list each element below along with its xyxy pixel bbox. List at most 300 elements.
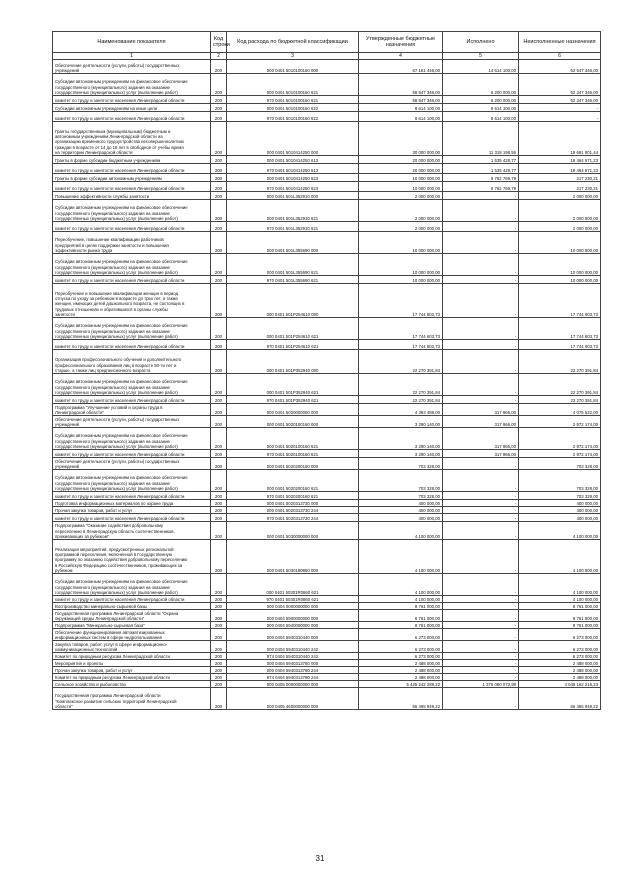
row-line-code-cell: 200 — [211, 688, 227, 710]
column-number: 1 — [53, 53, 211, 60]
table-row — [53, 470, 601, 492]
row-classification-cell: 970 0401 5010100160 621 — [227, 96, 359, 104]
row-line-code-cell: 200 — [211, 674, 227, 681]
row-classification-cell: 000 0401 5010414250 000 — [227, 122, 359, 156]
row-executed-cell: - — [443, 596, 519, 603]
table-row — [53, 74, 601, 96]
row-executed-cell: - — [443, 629, 519, 641]
row-executed-cell: 6 200 000,00 — [443, 74, 519, 96]
row-classification-cell: 970 0401 5020313730 244 — [227, 514, 359, 522]
row-classification-cell: 000 0401 5020100160 621 — [227, 428, 359, 450]
header-unexecuted: Неисполненные назначения — [519, 32, 601, 53]
table-row — [53, 276, 601, 284]
row-executed-cell: - — [443, 574, 519, 596]
row-name-cell: Обеспечение деятельности (услуги, работы) государственных учреждений — [53, 416, 211, 428]
row-line-code-cell: 200 — [211, 122, 227, 156]
row-line-code-cell: 200 — [211, 284, 227, 318]
row-classification-cell: 000 0401 5020313730 000 — [227, 500, 359, 507]
row-unexecuted-cell: 703 328,00 — [519, 470, 601, 492]
row-classification-cell: 974 0404 5940313760 244 — [227, 674, 359, 681]
row-line-code-cell: 200 — [211, 404, 227, 416]
row-line-code-cell: 200 — [211, 96, 227, 104]
row-name-cell: комитет по труду и занятости населения Ленинградской области — [53, 112, 211, 122]
row-line-code-cell: 200 — [211, 641, 227, 653]
row-executed-cell: - — [443, 276, 519, 284]
column-number: 4 — [359, 53, 443, 60]
row-unexecuted-cell: 18 464 571,23 — [519, 164, 601, 174]
row-executed-cell: - — [443, 653, 519, 660]
row-line-code-cell: 200 — [211, 428, 227, 450]
row-classification-cell: 000 0404 5940000000 000 — [227, 622, 359, 629]
row-name-cell: Прочая закупка товаров, работ и услуг — [53, 667, 211, 674]
row-name-cell: комитет по труду и занятости населения Ленинградской области — [53, 164, 211, 174]
row-name-cell: Субсидии автономным учреждениям на финансовое обеспечение государственного (муниципального) задания на оказание государственных (муниципальных) услуг (выполнение работ) — [53, 470, 211, 492]
row-name-cell: Подготовка информационных материалов по охране труда — [53, 500, 211, 507]
table-row — [53, 450, 601, 458]
row-approved-cell: 5 425 242 289,22 — [359, 681, 443, 688]
row-name-cell: Воспроизводство минерально-сырьевой базы — [53, 603, 211, 610]
row-classification-cell: 970 0401 501L355690 621 — [227, 276, 359, 284]
row-approved-cell: 8 614 100,00 — [359, 112, 443, 122]
row-name-cell: комитет по труду и занятости населения Ленинградской области — [53, 182, 211, 192]
row-name-cell: Переобучение, повышение квалификации работников предприятий в целях поддержки занятости и повышения эффективности рынка труда — [53, 232, 211, 254]
row-unexecuted-cell: 10 000 000,00 — [519, 254, 601, 276]
row-unexecuted-cell: 52 547 346,00 — [519, 60, 601, 74]
row-line-code-cell: 200 — [211, 396, 227, 404]
table-row — [53, 574, 601, 596]
row-classification-cell: 000 0401 5010414250 613 — [227, 156, 359, 164]
row-name-cell: комитет по труду и занятости населения Ленинградской области — [53, 276, 211, 284]
row-executed-cell: - — [443, 222, 519, 232]
row-classification-cell: 000 0404 0000000000 000 — [227, 603, 359, 610]
row-unexecuted-cell: - — [519, 112, 601, 122]
row-classification-cell: 974 0404 5940310440 242 — [227, 653, 359, 660]
row-approved-cell: 10 000 000,00 — [359, 174, 443, 182]
row-unexecuted-cell: 703 328,00 — [519, 492, 601, 500]
row-unexecuted-cell: 8 761 000,00 — [519, 610, 601, 622]
row-line-code-cell: 200 — [211, 540, 227, 574]
row-executed-cell: 1 376 080 073,99 — [443, 681, 519, 688]
row-unexecuted-cell: 2 000 000,00 — [519, 192, 601, 200]
row-approved-cell: 58 547 346,00 — [359, 74, 443, 96]
row-line-code-cell: 200 — [211, 681, 227, 688]
row-classification-cell: 000 0401 50301R0860 621 — [227, 574, 359, 596]
row-executed-cell: 9 782 769,79 — [443, 174, 519, 182]
row-classification-cell: 000 0405 4600000000 000 — [227, 688, 359, 710]
row-unexecuted-cell: 217 230,21 — [519, 182, 601, 192]
row-executed-cell: 317 966,00 — [443, 416, 519, 428]
row-executed-cell: - — [443, 192, 519, 200]
row-approved-cell: 10 000 000,00 — [359, 254, 443, 276]
row-approved-cell: 10 000 000,00 — [359, 182, 443, 192]
column-number: 2 — [211, 53, 227, 60]
table-row — [53, 653, 601, 660]
row-classification-cell: 970 0401 50301R0860 621 — [227, 596, 359, 603]
row-line-code-cell: 200 — [211, 276, 227, 284]
row-unexecuted-cell: 2 488 000,00 — [519, 674, 601, 681]
table-row — [53, 232, 601, 254]
table-row — [53, 350, 601, 374]
table-row — [53, 629, 601, 641]
row-line-code-cell: 200 — [211, 507, 227, 514]
row-executed-cell: - — [443, 374, 519, 396]
row-line-code-cell: 200 — [211, 60, 227, 74]
row-line-code-cell: 200 — [211, 450, 227, 458]
table-row — [53, 596, 601, 603]
row-unexecuted-cell: 2 488 000,00 — [519, 667, 601, 674]
table-row — [53, 164, 601, 174]
table-row — [53, 507, 601, 514]
row-name-cell: комитет по труду и занятости населения Ленинградской области — [53, 514, 211, 522]
header-executed: Исполнено — [443, 32, 519, 53]
table-row — [53, 396, 601, 404]
row-executed-cell: 317 966,00 — [443, 404, 519, 416]
row-approved-cell: 17 744 603,73 — [359, 284, 443, 318]
row-line-code-cell: 200 — [211, 104, 227, 112]
row-classification-cell: 000 0401 5020000000 000 — [227, 404, 359, 416]
row-executed-cell: - — [443, 340, 519, 350]
table-row — [53, 500, 601, 507]
table-row — [53, 416, 601, 428]
row-name-cell: Подпрограмма "Улучшение условий и охраны труда в Ленинградской области" — [53, 404, 211, 416]
row-approved-cell: 4 100 000,00 — [359, 596, 443, 603]
row-name-cell: Обеспечение деятельности (услуги, работы) государственных учреждений — [53, 458, 211, 470]
row-executed-cell: - — [443, 232, 519, 254]
row-classification-cell: 970 0401 501P254610 621 — [227, 340, 359, 350]
row-classification-cell: 970 0401 501P352940 621 — [227, 396, 359, 404]
row-executed-cell: 8 614 100,00 — [443, 112, 519, 122]
row-executed-cell: 317 966,00 — [443, 428, 519, 450]
row-unexecuted-cell: 22 270 391,84 — [519, 374, 601, 396]
row-executed-cell: 14 614 100,00 — [443, 60, 519, 74]
row-name-cell: Повышение эффективности службы занятости — [53, 192, 211, 200]
row-executed-cell: 1 535 428,77 — [443, 164, 519, 174]
row-approved-cell: 8 761 000,00 — [359, 610, 443, 622]
row-name-cell: комитет по труду и занятости населения Ленинградской области — [53, 396, 211, 404]
row-line-code-cell: 200 — [211, 350, 227, 374]
row-executed-cell: - — [443, 660, 519, 667]
table-row — [53, 96, 601, 104]
table-row — [53, 222, 601, 232]
row-name-cell: Субсидии автономным учреждениям на финансовое обеспечение государственного (муниципального) задания на оказание государственных (муниципальных) услуг (выполнение работ) — [53, 574, 211, 596]
row-approved-cell: 4 393 488,00 — [359, 404, 443, 416]
row-unexecuted-cell: 22 270 391,84 — [519, 396, 601, 404]
row-approved-cell: 22 270 391,84 — [359, 350, 443, 374]
table-row — [53, 610, 601, 622]
row-executed-cell: - — [443, 458, 519, 470]
row-name-cell: Обеспечение деятельности (услуги, работы) государственных учреждений — [53, 60, 211, 74]
table-row — [53, 492, 601, 500]
row-executed-cell: - — [443, 470, 519, 492]
row-executed-cell: - — [443, 500, 519, 507]
row-unexecuted-cell: 10 000 000,00 — [519, 232, 601, 254]
row-approved-cell: 3 290 140,00 — [359, 428, 443, 450]
table-row — [53, 404, 601, 416]
row-unexecuted-cell: 10 000 000,00 — [519, 276, 601, 284]
row-unexecuted-cell: 17 744 603,73 — [519, 284, 601, 318]
row-executed-cell: - — [443, 514, 519, 522]
row-executed-cell: - — [443, 396, 519, 404]
row-classification-cell: 000 0401 5030000000 000 — [227, 522, 359, 540]
table-row — [53, 688, 601, 710]
table-row — [53, 104, 601, 112]
row-classification-cell: 000 0401 5020200160 000 — [227, 458, 359, 470]
row-line-code-cell: 200 — [211, 112, 227, 122]
row-approved-cell: 66 465 949,22 — [359, 688, 443, 710]
table-row — [53, 622, 601, 629]
row-unexecuted-cell: 8 761 000,00 — [519, 622, 601, 629]
row-classification-cell: 000 0401 5010414250 623 — [227, 174, 359, 182]
row-unexecuted-cell: 66 465 949,22 — [519, 688, 601, 710]
table-row — [53, 284, 601, 318]
row-approved-cell: 703 328,00 — [359, 458, 443, 470]
row-line-code-cell: 200 — [211, 522, 227, 540]
row-name-cell: комитет по труду и занятости населения Ленинградской области — [53, 96, 211, 104]
column-number: 3 — [227, 53, 359, 60]
table-row — [53, 122, 601, 156]
row-unexecuted-cell: 2 000 000,00 — [519, 200, 601, 222]
header-indicator-name: Наименование показателя — [53, 32, 211, 53]
row-classification-cell: 000 0404 5900000000 000 — [227, 610, 359, 622]
row-name-cell: Субсидии автономным учреждениям на финансовое обеспечение государственного (муниципального) задания на оказание государственных (муниципальных) услуг (выполнение работ) — [53, 254, 211, 276]
row-approved-cell: 703 328,00 — [359, 470, 443, 492]
row-classification-cell: 970 0401 5020200160 621 — [227, 492, 359, 500]
row-line-code-cell: 200 — [211, 74, 227, 96]
row-name-cell: Гранты в форме субсидии автономным учреждениям — [53, 174, 211, 182]
row-approved-cell: 3 290 140,00 — [359, 416, 443, 428]
row-line-code-cell: 200 — [211, 254, 227, 276]
row-unexecuted-cell: 2 000 000,00 — [519, 222, 601, 232]
row-name-cell: комитет по труду и занятости населения Ленинградской области — [53, 222, 211, 232]
row-line-code-cell: 200 — [211, 603, 227, 610]
row-classification-cell: 000 0401 501P352940 000 — [227, 350, 359, 374]
row-unexecuted-cell: 2 972 174,00 — [519, 416, 601, 428]
row-unexecuted-cell: 4 100 000,00 — [519, 522, 601, 540]
row-unexecuted-cell: 2 972 174,00 — [519, 450, 601, 458]
row-unexecuted-cell: 17 744 603,73 — [519, 340, 601, 350]
row-approved-cell: 6 273 000,00 — [359, 653, 443, 660]
row-approved-cell: 8 761 000,00 — [359, 622, 443, 629]
row-line-code-cell: 200 — [211, 660, 227, 667]
row-name-cell: комитет по труду и занятости населения Ленинградской области — [53, 340, 211, 350]
table-row — [53, 660, 601, 667]
row-line-code-cell: 200 — [211, 182, 227, 192]
row-approved-cell: 10 000 000,00 — [359, 276, 443, 284]
table-row — [53, 522, 601, 540]
row-executed-cell: 9 782 769,79 — [443, 182, 519, 192]
row-name-cell: Гранты государственным (муниципальным) бюджетным и автономным учреждениям Ленинградской области на организацию временного трудоустройства несовершеннолетних граждан в возрасте от 14 до 18 лет в свободное от учебы время на территории Ленинградской области — [53, 122, 211, 156]
row-approved-cell: 58 547 346,00 — [359, 96, 443, 104]
row-executed-cell: - — [443, 603, 519, 610]
row-executed-cell: - — [443, 540, 519, 574]
row-executed-cell: 1 535 428,77 — [443, 156, 519, 164]
row-classification-cell: 000 0401 5010100160 621 — [227, 74, 359, 96]
table-row — [53, 641, 601, 653]
row-classification-cell: 000 0401 5020100160 000 — [227, 416, 359, 428]
row-classification-cell: 000 0404 5940310440 242 — [227, 641, 359, 653]
row-line-code-cell: 200 — [211, 222, 227, 232]
row-line-code-cell: 200 — [211, 458, 227, 470]
row-unexecuted-cell: 2 972 174,00 — [519, 428, 601, 450]
row-classification-cell: 970 0401 5010100160 622 — [227, 112, 359, 122]
row-name-cell: Реализация мероприятий, предусмотренных региональной программой переселения, включенной в Государственную программу по оказанию содействия добровольному переселению в Российскую Федерацию соотечественников, проживающих за рубежом — [53, 540, 211, 574]
row-classification-cell: 000 0401 501L352910 000 — [227, 192, 359, 200]
row-executed-cell: 8 614 100,00 — [443, 104, 519, 112]
header-approved: Утвержденные бюджетные назначения — [359, 32, 443, 53]
row-name-cell: комитет по труду и занятости населения Ленинградской области — [53, 450, 211, 458]
row-line-code-cell: 200 — [211, 318, 227, 340]
table-row — [53, 681, 601, 688]
row-executed-cell: - — [443, 674, 519, 681]
row-classification-cell: 000 0401 501P254610 621 — [227, 318, 359, 340]
row-unexecuted-cell: 400 000,00 — [519, 500, 601, 507]
row-approved-cell: 20 000 000,00 — [359, 164, 443, 174]
row-executed-cell: - — [443, 200, 519, 222]
row-unexecuted-cell: 6 273 000,00 — [519, 641, 601, 653]
row-unexecuted-cell: 52 347 346,00 — [519, 96, 601, 104]
table-row — [53, 603, 601, 610]
row-line-code-cell: 200 — [211, 514, 227, 522]
row-unexecuted-cell: 6 273 000,00 — [519, 653, 601, 660]
row-line-code-cell: 200 — [211, 653, 227, 660]
table-row — [53, 667, 601, 674]
table-row — [53, 540, 601, 574]
row-name-cell: Комитет по природным ресурсам Ленинградской области — [53, 653, 211, 660]
row-approved-cell: 10 000 000,00 — [359, 232, 443, 254]
row-classification-cell: 000 0405 0000000000 000 — [227, 681, 359, 688]
table-row — [53, 340, 601, 350]
row-executed-cell: - — [443, 507, 519, 514]
row-approved-cell: 8 614 100,00 — [359, 104, 443, 112]
row-name-cell: Субсидии автономным учреждениям на финансовое обеспечение государственного (муниципального) задания на оказание государственных (муниципальных) услуг (выполнение работ) — [53, 428, 211, 450]
table-row — [53, 60, 601, 74]
row-name-cell: Сельское хозяйство и рыболовство — [53, 681, 211, 688]
row-unexecuted-cell: 17 744 603,73 — [519, 318, 601, 340]
row-line-code-cell: 200 — [211, 374, 227, 396]
row-line-code-cell: 200 — [211, 470, 227, 492]
table-body — [53, 60, 601, 710]
row-line-code-cell: 200 — [211, 200, 227, 222]
row-line-code-cell: 200 — [211, 164, 227, 174]
row-unexecuted-cell: 4 049 162 215,23 — [519, 681, 601, 688]
row-approved-cell: 2 488 000,00 — [359, 660, 443, 667]
row-classification-cell: 000 0401 501L355690 621 — [227, 254, 359, 276]
row-name-cell: Обеспечение функционирования автоматизированных информационных систем в сфере недропользования — [53, 629, 211, 641]
table-row — [53, 458, 601, 470]
row-line-code-cell: 200 — [211, 416, 227, 428]
row-classification-cell: 000 0401 5010100160 000 — [227, 60, 359, 74]
row-unexecuted-cell: 22 270 391,84 — [519, 350, 601, 374]
row-line-code-cell: 200 — [211, 156, 227, 164]
row-classification-cell: 000 0401 501L355690 000 — [227, 232, 359, 254]
row-approved-cell: 2 000 000,00 — [359, 192, 443, 200]
row-executed-cell: - — [443, 641, 519, 653]
column-number: 6 — [519, 53, 601, 60]
column-number-row — [53, 53, 601, 60]
row-name-cell: Комитет по природным ресурсам Ленинградской области — [53, 674, 211, 681]
column-number: 5 — [443, 53, 519, 60]
row-approved-cell: 400 000,00 — [359, 507, 443, 514]
row-name-cell: комитет по труду и занятости населения Ленинградской области — [53, 492, 211, 500]
row-line-code-cell: 200 — [211, 629, 227, 641]
row-classification-cell: 000 0401 5020200160 621 — [227, 470, 359, 492]
page-number: 31 — [315, 854, 325, 863]
row-executed-cell: 317 966,00 — [443, 450, 519, 458]
row-approved-cell: 4 100 000,00 — [359, 522, 443, 540]
row-approved-cell: 2 000 000,00 — [359, 200, 443, 222]
row-classification-cell: 000 0401 501P352940 621 — [227, 374, 359, 396]
row-approved-cell: 6 273 000,00 — [359, 641, 443, 653]
row-name-cell: Мероприятия и проекты — [53, 660, 211, 667]
row-executed-cell: 11 318 198,56 — [443, 122, 519, 156]
row-unexecuted-cell: 217 230,21 — [519, 174, 601, 182]
row-approved-cell: 22 270 391,84 — [359, 374, 443, 396]
table-header-row — [53, 32, 601, 53]
row-name-cell: Переобучение и повышение квалификации женщин в период отпуска по уходу за ребенком в возрасте до трех лет, а также женщин, имеющих детей дошкольного возраста, не состоящих в трудовых отношениях и обратившихся в органы службы занятости — [53, 284, 211, 318]
table-row — [53, 254, 601, 276]
row-line-code-cell: 200 — [211, 174, 227, 182]
header-classification-code: Код расхода по бюджетной классификации — [227, 32, 359, 53]
row-line-code-cell: 200 — [211, 500, 227, 507]
row-unexecuted-cell: 400 000,00 — [519, 507, 601, 514]
row-name-cell: Субсидии автономным учреждениям на финансовое обеспечение государственного (муниципального) задания на оказание государственных (муниципальных) услуг (выполнение работ) — [53, 374, 211, 396]
table-row — [53, 200, 601, 222]
row-executed-cell: - — [443, 688, 519, 710]
row-name-cell: комитет по труду и занятости населения Ленинградской области — [53, 596, 211, 603]
row-approved-cell: 17 744 603,73 — [359, 318, 443, 340]
table-row — [53, 156, 601, 164]
row-name-cell: Подпрограмма "Оказание содействия добровольному переселению в Ленинградскую область соотечественников, проживающих за рубежом" — [53, 522, 211, 540]
row-classification-cell: 000 0404 5940310440 000 — [227, 629, 359, 641]
row-classification-cell: 000 0401 5020313730 244 — [227, 507, 359, 514]
row-unexecuted-cell: 4 075 522,00 — [519, 404, 601, 416]
table-row — [53, 182, 601, 192]
row-classification-cell: 000 0404 5940313760 244 — [227, 667, 359, 674]
row-approved-cell: 6 273 000,00 — [359, 629, 443, 641]
row-approved-cell: 8 761 000,00 — [359, 603, 443, 610]
row-unexecuted-cell: 2 488 000,00 — [519, 660, 601, 667]
table-row — [53, 428, 601, 450]
row-approved-cell: 67 161 446,00 — [359, 60, 443, 74]
row-line-code-cell: 200 — [211, 232, 227, 254]
table-row — [53, 374, 601, 396]
row-line-code-cell: 200 — [211, 622, 227, 629]
row-unexecuted-cell: 18 681 801,44 — [519, 122, 601, 156]
row-name-cell: Субсидии автономным учреждениям на финансовое обеспечение государственного (муниципального) задания на оказание государственных (муниципальных) услуг (выполнение работ) — [53, 200, 211, 222]
row-unexecuted-cell: 4 100 000,00 — [519, 540, 601, 574]
row-unexecuted-cell: 4 100 000,00 — [519, 574, 601, 596]
row-executed-cell: - — [443, 622, 519, 629]
row-name-cell: Субсидии автономным учреждениям на финансовое обеспечение государственного (муниципального) задания на оказание государственных (муниципальных) услуг (выполнение работ) — [53, 74, 211, 96]
budget-table-sheet — [52, 31, 600, 710]
row-line-code-cell: 200 — [211, 574, 227, 596]
row-unexecuted-cell: 8 761 000,00 — [519, 603, 601, 610]
row-executed-cell: - — [443, 667, 519, 674]
row-unexecuted-cell: 6 273 000,00 — [519, 629, 601, 641]
row-approved-cell: 703 328,00 — [359, 492, 443, 500]
row-classification-cell: 970 0401 5020100160 621 — [227, 450, 359, 458]
row-classification-cell: 970 0401 5010414250 623 — [227, 182, 359, 192]
row-executed-cell: - — [443, 284, 519, 318]
row-unexecuted-cell: 52 347 346,00 — [519, 74, 601, 96]
row-classification-cell: 000 0401 5010100160 622 — [227, 104, 359, 112]
row-classification-cell: 970 0401 5010414250 613 — [227, 164, 359, 174]
row-approved-cell: 400 000,00 — [359, 514, 443, 522]
row-classification-cell: 000 0401 501L352910 621 — [227, 200, 359, 222]
row-unexecuted-cell: 703 328,00 — [519, 458, 601, 470]
row-name-cell: Субсидии автономным учреждениям на финансовое обеспечение государственного (муниципального) задания на оказание государственных (муниципальных) услуг (выполнение работ) — [53, 318, 211, 340]
row-approved-cell: 3 290 140,00 — [359, 450, 443, 458]
